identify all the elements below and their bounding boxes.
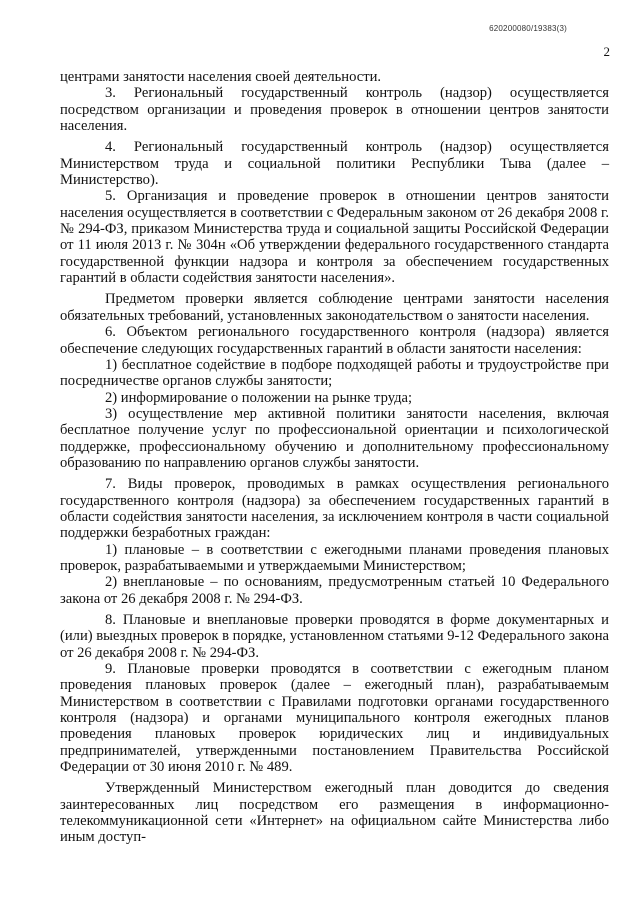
list-item-6-1: 1) бесплатное содействие в подборе подходящей работы и трудоустройстве при посредничестве органов службы занятости; [60, 356, 609, 390]
paragraph-8: 8. Плановые и внеплановые проверки проводятся в форме документарных и (или) выездных проверок в порядке, установленном статьями 9-12 Федерального закона от 26 декабря 2008 г. № 294-ФЗ. [60, 612, 609, 661]
document-body [60, 69, 609, 846]
paragraph-4: 4. Региональный государственный контроль (надзор) осуществляется Министерством труда и социальной политики Республики Тыва (далее – Министерство). [60, 139, 609, 189]
list-item-7-2: 2) внеплановые – по основаниям, предусмотренным статьей 10 Федерального закона от 26 декабря 2008 г. № 294-ФЗ. [60, 574, 609, 607]
paragraph-9: 9. Плановые проверки проводятся в соответствии с ежегодным планом проведения плановых проверок (далее – ежегодный план), разрабатываемым Министерством в соответствии с Правилами подготовки органами государственного контроля (надзора) и органами муниципального контроля ежегодных планов проведения плановых проверок юридических лиц и индивидуальных предпринимателей, утвержденными постановлением Правительства Российской Федерации от 30 июня 2010 г. № 489. [60, 661, 609, 776]
page-number: 2 [603, 44, 610, 59]
paragraph-7: 7. Виды проверок, проводимых в рамках осуществления регионального государственного контроля (надзора) за обеспечением государственных гарантий в области содействия занятости населения, за исключением контроля в части социальной поддержки безработных граждан: [60, 476, 609, 542]
document-id: 620200080/19383(3) [489, 24, 567, 33]
paragraph-approved-plan: Утвержденный Министерством ежегодный план доводится до сведения заинтересованных лиц посредством его размещения в информационно-телекоммуникационной сети «Интернет» на официальном сайте Министерства либо иным доступ- [60, 780, 609, 846]
paragraph-6: 6. Объектом регионального государственного контроля (надзора) является обеспечение следующих государственных гарантий в области занятости населения: [60, 324, 609, 357]
paragraph-3: 3. Региональный государственный контроль (надзор) осуществляется посредством организации и проведения проверок в отношении центров занятости населения. [60, 85, 609, 135]
list-item-6-3: 3) осуществление мер активной политики занятости населения, включая бесплатное получение услуг по профессиональной ориентации и психологической поддержке, профессиональному обучению и дополнительному профессиональному образованию по направлению органов службы занятости. [60, 405, 609, 471]
list-item-7-1: 1) плановые – в соответствии с ежегодными планами проведения плановых проверок, разрабатываемыми и утверждаемыми Министерством; [60, 541, 609, 574]
paragraph-subject: Предметом проверки является соблюдение центрами занятости населения обязательных требований, установленных законодательством о занятости населения. [60, 291, 609, 324]
paragraph-continuation: центрами занятости населения своей деятельности. [60, 69, 382, 85]
paragraph-5: 5. Организация и проведение проверок в отношении центров занятости населения осуществляется в соответствии с Федеральным законом от 26 декабря 2008 г. № 294-ФЗ, приказом Министерства труда и социальной защиты Российской Федерации от 11 июля 2013 г. № 304н «Об утверждении федерального государственного стандарта государственной функции надзора и контроля за обеспечением государственных гарантий в области содействия занятости населения». [60, 188, 609, 287]
list-item-6-2: 2) информирование о положении на рынке труда; [105, 389, 413, 406]
